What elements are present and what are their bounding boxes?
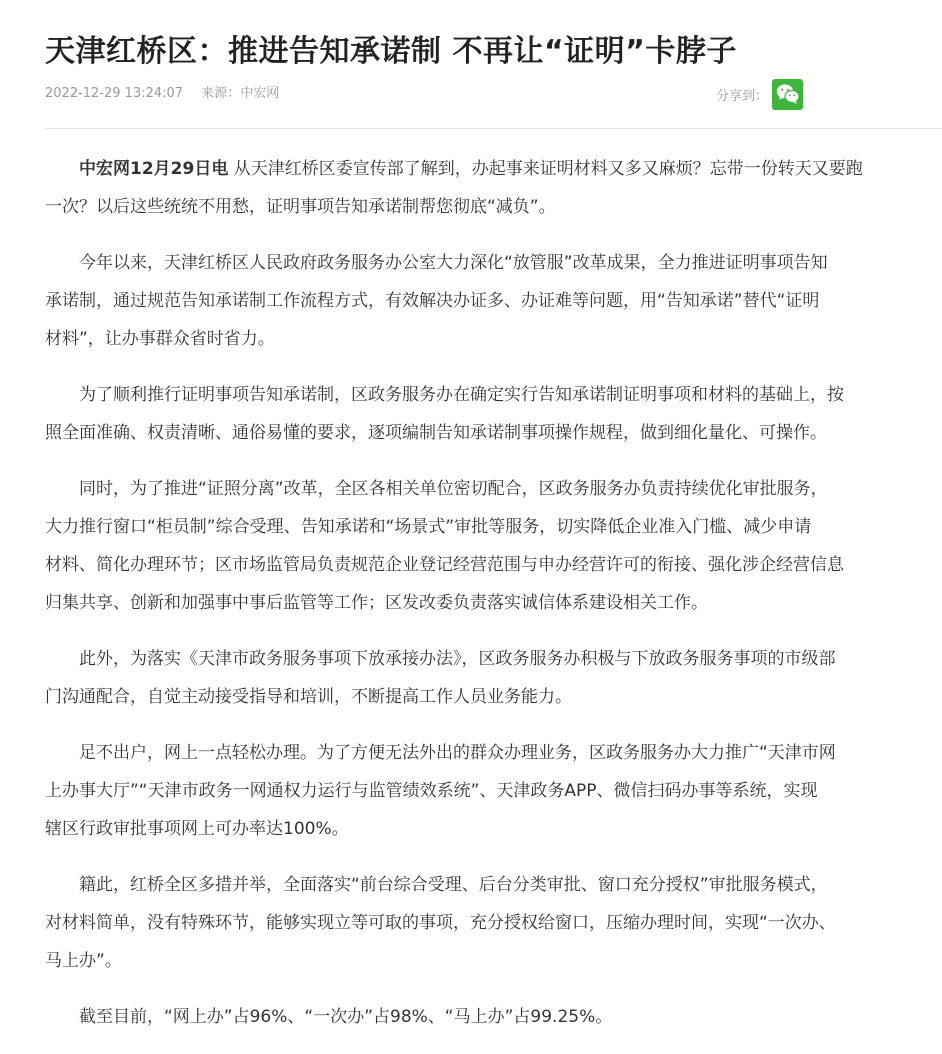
paragraph-3-line-1: 为了顺利推行证明事项告知承诺制，区政务服务办在确定实行告知承诺制证明事项和材料的基础上，按 — [79, 385, 844, 405]
paragraph-2-line-1: 今年以来，天津红桥区人民政府政务服务办公室大力深化“放管服”改革成果，全力推进证明事项告知 — [79, 253, 828, 273]
paragraph-8-line-1: 截至目前，“网上办”占96%、“一次办”占98%、“马上办”占99.25%。 — [79, 1007, 613, 1027]
paragraph-6-line-2: 上办事大厅”“天津市政务一网通权力运行与监管绩效系统”、天津政务APP、微信扫码办事等系统，实现 — [45, 781, 818, 801]
paragraph-4-line-3: 材料、简化办理环节；区市场监管局负责规范企业登记经营范围与申办经营许可的衔接、强化涉企经营信息 — [45, 555, 844, 575]
header-divider — [45, 128, 942, 129]
paragraph-6-line-1: 足不出户，网上一点轻松办理。为了方便无法外出的群众办理业务，区政务服务办大力推广“天津市网 — [79, 743, 836, 763]
paragraph-1 — [45, 150, 908, 226]
article-source: 来源：中宏网 — [201, 86, 280, 101]
paragraph-2-line-3: 材料”，让办事群众省时省力。 — [45, 329, 275, 349]
paragraph-4-line-2: 大力推行窗口“柜员制”综合受理、告知承诺和“场景式”审批等服务，切实降低企业准入门槛、减少申请 — [45, 517, 812, 537]
paragraph-3 — [45, 376, 908, 452]
paragraph-4 — [45, 470, 908, 622]
share-bar — [716, 79, 803, 109]
paragraph-6 — [45, 734, 908, 848]
article-body — [45, 150, 908, 1054]
paragraph-7-line-1: 籍此，红桥全区多措并举，全面落实“前台综合受理、后台分类审批、窗口充分授权”审批服务模式， — [79, 875, 828, 895]
paragraph-7-line-2: 对材料简单，没有特殊环节，能够实现立等可取的事项，充分授权给窗口，压缩办理时间，实现“一次办、 — [45, 913, 836, 933]
paragraph-2 — [45, 244, 908, 358]
paragraph-1-line-2: 一次？以后这些统统不用愁，证明事项告知承诺制帮您彻底“减负”。 — [45, 197, 556, 217]
dateline: 中宏网12月29日电 — [79, 159, 229, 179]
paragraph-6-line-3: 辖区行政审批事项网上可办率达100%。 — [45, 819, 349, 839]
paragraph-8 — [45, 998, 908, 1036]
paragraph-2-line-2: 承诺制，通过规范告知承诺制工作流程方式，有效解决办证多、办证难等问题，用“告知承诺”替代“证明 — [45, 291, 820, 311]
paragraph-3-line-2: 照全面准确、权责清晰、通俗易懂的要求，逐项编制告知承诺制事项操作规程，做到细化量化、可操作。 — [45, 423, 827, 443]
paragraph-7-line-3: 马上办”。 — [45, 951, 122, 971]
paragraph-5-line-1: 此外，为落实《天津市政务服务事项下放承接办法》，区政务服务办积极与下放政务服务事项的市级部 — [79, 649, 836, 669]
article-title: 天津红桥区：推进告知承诺制 不再让“证明”卡脖子 — [45, 34, 737, 69]
wechat-share-button[interactable] — [772, 79, 803, 110]
paragraph-7 — [45, 866, 908, 980]
paragraph-1-line-1: 从天津红桥区委宣传部了解到，办起事来证明材料又多又麻烦？忘带一份转天又要跑 — [228, 159, 863, 179]
article-meta — [45, 82, 279, 101]
paragraph-5-line-2: 门沟通配合，自觉主动接受指导和培训，不断提高工作人员业务能力。 — [45, 687, 572, 707]
share-label: 分享到： — [716, 88, 769, 104]
paragraph-4-line-1: 同时，为了推进“证照分离”改革，全区各相关单位密切配合，区政务服务办负责持续优化审批服务， — [79, 479, 828, 499]
publish-datetime: 2022-12-29 13:24:07 — [45, 86, 184, 101]
paragraph-5 — [45, 640, 908, 716]
wechat-icon — [776, 83, 800, 105]
paragraph-4-line-4: 归集共享、创新和加强事中事后监管等工作；区发改委负责落实诚信体系建设相关工作。 — [45, 593, 708, 613]
